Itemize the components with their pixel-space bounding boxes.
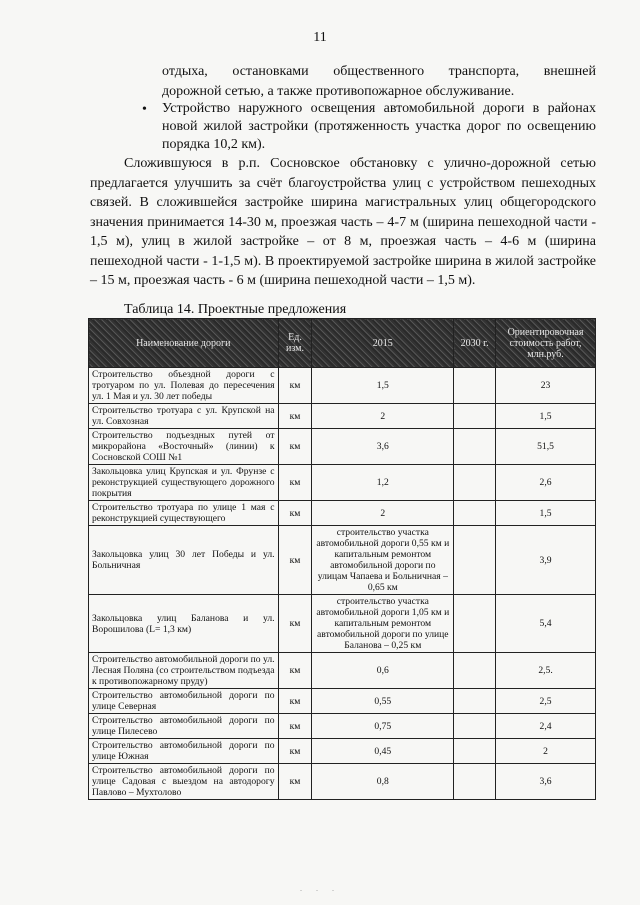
table-row (89, 739, 596, 764)
header-unit: Ед. изм. (278, 319, 312, 368)
row-2030 (454, 368, 496, 404)
row-2030 (454, 689, 496, 714)
table-row (89, 526, 596, 595)
row-unit: км (278, 739, 312, 764)
table-row (89, 595, 596, 653)
row-2030 (454, 465, 496, 501)
row-cost: 3,6 (496, 764, 596, 800)
table-row (89, 404, 596, 429)
scan-artifacts: . . . (300, 884, 340, 893)
header-2030: 2030 г. (454, 319, 496, 368)
row-unit: км (278, 404, 312, 429)
row-cost: 2,4 (496, 714, 596, 739)
row-cost: 2 (496, 739, 596, 764)
row-2015: 0,6 (312, 653, 454, 689)
bullet-text: Устройство наружного освещения автомобильной дороги в районах новой жилой застройки (протяженность участка дорог по освещению порядка 10,2 км). (162, 101, 596, 152)
row-unit: км (278, 764, 312, 800)
proposals-table (88, 318, 596, 800)
row-2015: строительство участка автомобильной дороги 0,55 км и капитальным ремонтом автомобильной дороги по улицам Чапаева и Больничная – 0,65 км (312, 526, 454, 595)
row-2015: 0,75 (312, 714, 454, 739)
row-unit: км (278, 429, 312, 465)
row-name: Строительство автомобильной дороги по улице Садовая с выездом на автодорогу Павлово – Мухтолово (89, 764, 279, 800)
row-cost: 1,5 (496, 501, 596, 526)
table-row (89, 368, 596, 404)
header-2015: 2015 (312, 319, 454, 368)
row-2030 (454, 404, 496, 429)
row-unit: км (278, 368, 312, 404)
table-row (89, 429, 596, 465)
row-2030 (454, 429, 496, 465)
row-cost: 3,9 (496, 526, 596, 595)
row-cost: 1,5 (496, 404, 596, 429)
row-unit: км (278, 526, 312, 595)
row-2030 (454, 739, 496, 764)
table-header-row (89, 319, 596, 368)
row-unit: км (278, 465, 312, 501)
row-2015: строительство участка автомобильной дороги 1,05 км и капитальным ремонтом автомобильной дороги по улице Баланова – 0,25 км (312, 595, 454, 653)
bullet-icon: • (142, 102, 147, 117)
intro-line-1: отдыха, остановками общественного транспорта, внешней (162, 64, 596, 79)
header-road-name: Наименование дороги (89, 319, 279, 368)
row-cost: 2,6 (496, 465, 596, 501)
row-name: Закольцовка улиц Крупская и ул. Фрунзе с реконструкцией существующего дорожного покрытия (89, 465, 279, 501)
table-row (89, 714, 596, 739)
row-name: Строительство объездной дороги с тротуаром по ул. Полевая до пересечения ул. 1 Мая и ул. 30 лет победы (89, 368, 279, 404)
table-caption: Таблица 14. Проектные предложения (124, 302, 347, 317)
row-2015: 3,6 (312, 429, 454, 465)
row-name: Закольцовка улиц Баланова и ул. Ворошилова (L= 1,3 км) (89, 595, 279, 653)
row-unit: км (278, 689, 312, 714)
row-name: Строительство автомобильной дороги по ул. Лесная Поляна (со строительством подъезда к противопожарному пруду) (89, 653, 279, 689)
row-2030 (454, 764, 496, 800)
row-unit: км (278, 501, 312, 526)
table-row (89, 689, 596, 714)
row-2030 (454, 501, 496, 526)
table-row (89, 653, 596, 689)
table-row (89, 764, 596, 800)
row-2015: 2 (312, 501, 454, 526)
bullet-item (142, 100, 596, 154)
row-name: Строительство тротуара по улице 1 мая с реконструкцией существующего (89, 501, 279, 526)
row-unit: км (278, 653, 312, 689)
row-2030 (454, 526, 496, 595)
row-name: Строительство автомобильной дороги по улице Северная (89, 689, 279, 714)
table-row (89, 465, 596, 501)
row-name: Строительство подъездных путей от микрорайона «Восточный» (линии) к Сосновской СОШ №1 (89, 429, 279, 465)
row-cost: 2,5 (496, 689, 596, 714)
row-2030 (454, 653, 496, 689)
row-2015: 1,5 (312, 368, 454, 404)
page-number: 11 (313, 30, 327, 45)
row-name: Строительство тротуара с ул. Крупской на ул. Совхозная (89, 404, 279, 429)
row-2030 (454, 595, 496, 653)
row-name: Строительство автомобильной дороги по улице Пилесево (89, 714, 279, 739)
row-name: Строительство автомобильной дороги по улице Южная (89, 739, 279, 764)
row-2030 (454, 714, 496, 739)
row-2015: 2 (312, 404, 454, 429)
row-unit: км (278, 595, 312, 653)
header-cost: Ориентировочная стоимость работ, млн.руб. (496, 319, 596, 368)
row-cost: 5,4 (496, 595, 596, 653)
intro-line-2: дорожной сетью, а также противопожарное обслуживание. (162, 84, 515, 99)
row-cost: 23 (496, 368, 596, 404)
row-2015: 0,55 (312, 689, 454, 714)
row-cost: 51,5 (496, 429, 596, 465)
row-2015: 0,8 (312, 764, 454, 800)
row-unit: км (278, 714, 312, 739)
row-2015: 0,45 (312, 739, 454, 764)
row-2015: 1,2 (312, 465, 454, 501)
body-paragraph: Сложившуюся в р.п. Сосновское обстановку с улично-дорожной сетью предлагается улучшить за счёт благоустройства улиц с устройством пешеходных связей. В сложившейся застройке ширина магистральных улиц общегородского значения принимается 14-30 м, проезжая часть – 4-7 м (ширина пешеходной части - 1,5 м), улиц в жилой застройке – от 8 м, проезжая часть – 4-6 м (ширина пешеходной части - 1-1,5 м). В проектируемой застройке ширина в жилой застройке – 15 м, проезжая часть - 6 м (ширина пешеходной части – 1,5 м). (90, 156, 596, 288)
row-cost: 2,5. (496, 653, 596, 689)
table-row (89, 501, 596, 526)
row-name: Закольцовка улиц 30 лет Победы и ул. Больничная (89, 526, 279, 595)
